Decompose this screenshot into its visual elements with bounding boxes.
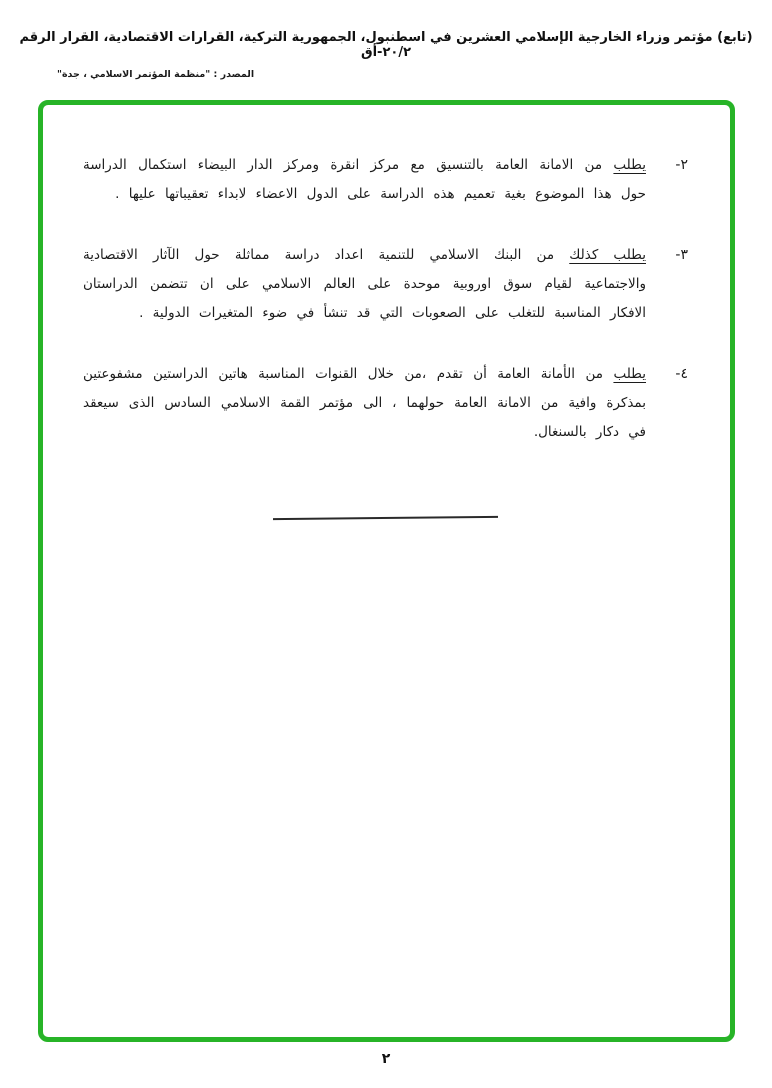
item-lead-word: يطلب [613, 157, 646, 173]
item-number: ٢- [675, 157, 688, 173]
resolution-item-3 [83, 241, 688, 328]
item-body-text: من الامانة العامة بالتنسيق مع مركز انقرة ومركز الدار البيضاء استكمال الدراسة حول هذا الموضوع بغية تعميم هذه الدراسة على الدول الاعضاء لابداء تعقيباتها عليها . [83, 157, 646, 202]
item-lead-word: يطلب [613, 366, 646, 382]
item-lead-word: يطلب كذلك [569, 247, 646, 263]
item-number: ٤- [675, 366, 688, 382]
document-source: المصدر : "منظمة المؤتمر الاسلامي ، جدة" [57, 69, 255, 80]
resolution-item-4 [83, 360, 688, 447]
item-text [83, 151, 646, 209]
green-frame [38, 100, 735, 1042]
resolution-item-2 [83, 151, 688, 209]
item-body-text: من الأمانة العامة أن تقدم ،من خلال القنوات المناسبة هاتين الدراستين مشفوعتين بمذكرة وافية من الامانة العامة حولهما ، الى مؤتمر القمة الاسلامي السادس الذى سيعقد في دكار بالسنغال. [83, 366, 646, 440]
page-number: ٢ [381, 1051, 391, 1067]
item-body-text: من البنك الاسلامي للتنمية اعداد دراسة مماثلة حول الآثار الاقتصادية والاجتماعية لقيام سوق اوروبية موحدة على العالم الاسلامي على ان تتضمن الدراستان الافكار المناسبة للتغلب على الصعوبات التي قد تنشأ في ضوء المتغيرات الدولية . [83, 247, 646, 321]
section-divider [273, 516, 498, 520]
document-title: (تابع) مؤتمر وزراء الخارجية الإسلامي العشرين في اسطنبول، الجمهورية التركية، القرارات الاقتصادية، القرار الرقم ٢٠/٢-أق [19, 30, 753, 60]
item-number: ٣- [675, 247, 688, 263]
item-text [83, 360, 646, 447]
item-text [83, 241, 646, 328]
document-body [43, 105, 730, 519]
